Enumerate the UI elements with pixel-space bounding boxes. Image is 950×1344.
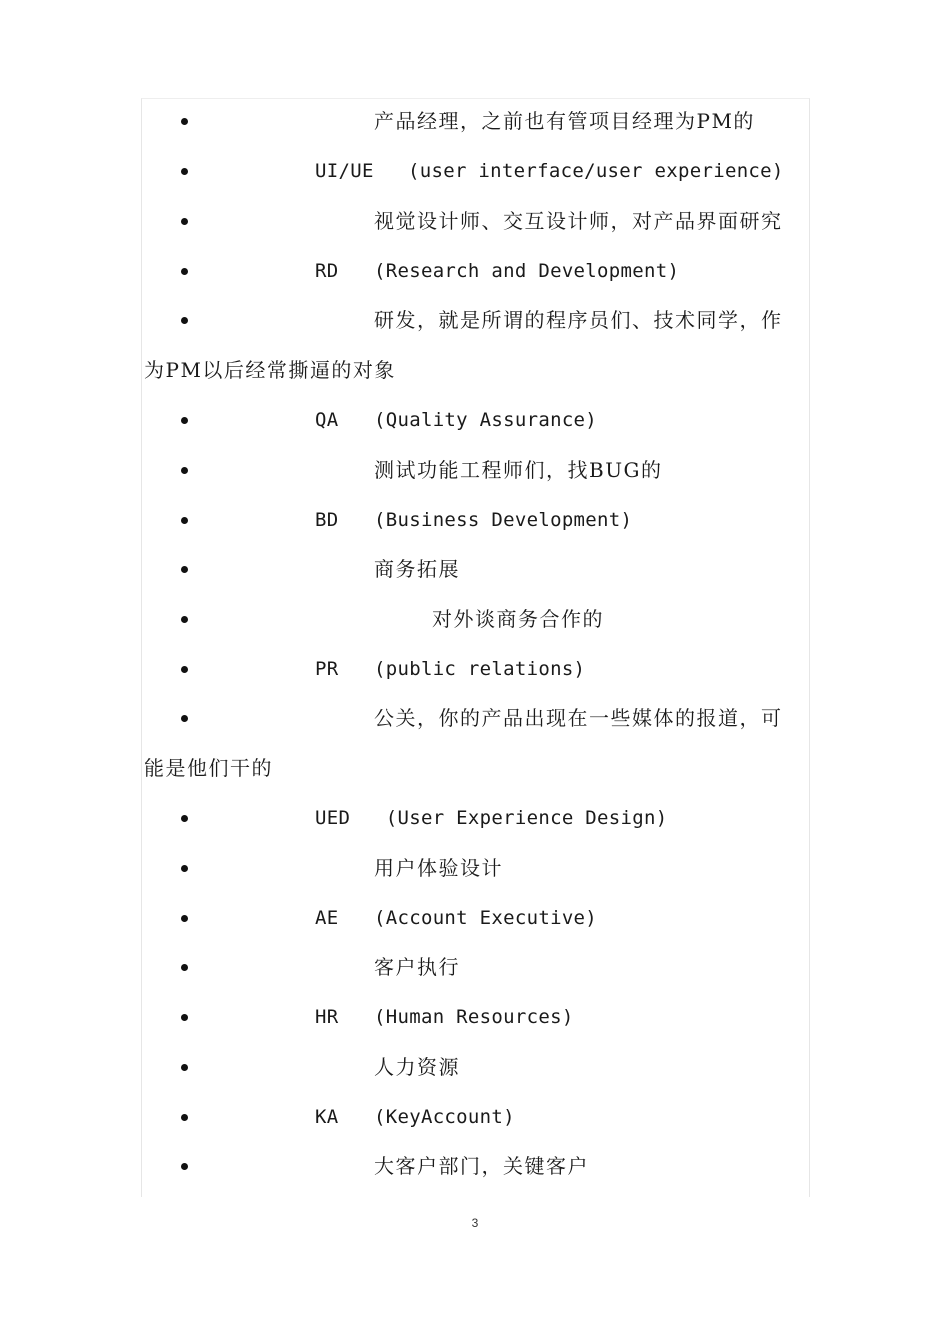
list-item	[141, 305, 808, 335]
bullet-icon	[181, 1114, 188, 1121]
bullet-icon	[181, 865, 188, 872]
list-item	[141, 405, 808, 435]
item-abbreviation: BD	[315, 509, 339, 531]
item-expansion: (Research and Development)	[374, 260, 680, 282]
bullet-icon	[181, 964, 188, 971]
item-expansion: (Business Development)	[374, 509, 633, 531]
item-expansion: (Human Resources)	[374, 1006, 574, 1028]
item-abbreviation: QA	[315, 409, 339, 431]
item-text: 人力资源	[374, 1055, 460, 1079]
bullet-icon	[181, 915, 188, 922]
item-text: 大客户部门，关键客户	[374, 1154, 589, 1178]
list-item-continuation	[141, 753, 808, 783]
list-item	[141, 554, 808, 584]
item-expansion: (User Experience Design)	[374, 807, 668, 829]
list-item	[141, 206, 808, 236]
item-text: 商务拓展	[374, 557, 460, 581]
item-text: 视觉设计师、交互设计师，对产品界面研究	[374, 209, 783, 233]
bullet-icon	[181, 517, 188, 524]
list-item	[141, 803, 808, 833]
list-item-continuation	[141, 355, 808, 385]
bullet-icon	[181, 566, 188, 573]
list-item	[141, 455, 808, 485]
bullet-icon	[181, 666, 188, 673]
item-text: 客户执行	[374, 955, 460, 979]
item-text: 对外谈商务合作的	[432, 607, 604, 631]
item-text-continuation: 为PM以后经常撕逼的对象	[144, 358, 396, 382]
list-item	[141, 903, 808, 933]
item-expansion: (Account Executive)	[374, 907, 598, 929]
item-abbreviation: UI/UE	[315, 160, 374, 182]
item-abbreviation: UED	[315, 807, 351, 829]
bullet-icon	[181, 815, 188, 822]
bullet-icon	[181, 616, 188, 623]
item-abbreviation: AE	[315, 907, 339, 929]
list-item	[141, 156, 808, 186]
list-item	[141, 256, 808, 286]
bullet-icon	[181, 268, 188, 275]
bullet-icon	[181, 1064, 188, 1071]
item-text-continuation: 能是他们干的	[144, 756, 273, 780]
list-item	[141, 1151, 808, 1181]
item-text: 产品经理，之前也有管项目经理为PM的	[374, 109, 755, 133]
list-item	[141, 1052, 808, 1082]
item-abbreviation: HR	[315, 1006, 339, 1028]
bullet-icon	[181, 715, 188, 722]
bullet-icon	[181, 417, 188, 424]
item-text: 用户体验设计	[374, 856, 503, 880]
item-expansion: (KeyAccount)	[374, 1106, 515, 1128]
item-text: 研发，就是所谓的程序员们、技术同学，作	[374, 308, 783, 332]
list-item	[141, 1002, 808, 1032]
bullet-icon	[181, 118, 188, 125]
list-item	[141, 952, 808, 982]
bullet-icon	[181, 1163, 188, 1170]
item-expansion: (user interface/user experience)	[408, 160, 784, 182]
list-item	[141, 654, 808, 684]
bullet-icon	[181, 218, 188, 225]
item-expansion: (public relations)	[374, 658, 586, 680]
bullet-icon	[181, 467, 188, 474]
list-item	[141, 106, 808, 136]
list-item	[141, 853, 808, 883]
list-item	[141, 604, 808, 634]
bullet-icon	[181, 168, 188, 175]
list-item	[141, 505, 808, 535]
item-text: 公关，你的产品出现在一些媒体的报道，可	[374, 706, 783, 730]
item-text: 测试功能工程师们，找BUG的	[374, 458, 663, 482]
page-number: 3	[471, 1216, 479, 1230]
list-item	[141, 1102, 808, 1132]
list-item	[141, 703, 808, 733]
item-abbreviation: RD	[315, 260, 339, 282]
item-abbreviation: PR	[315, 658, 339, 680]
bullet-icon	[181, 1014, 188, 1021]
bullet-icon	[181, 317, 188, 324]
item-abbreviation: KA	[315, 1106, 339, 1128]
item-expansion: (Quality Assurance)	[374, 409, 598, 431]
